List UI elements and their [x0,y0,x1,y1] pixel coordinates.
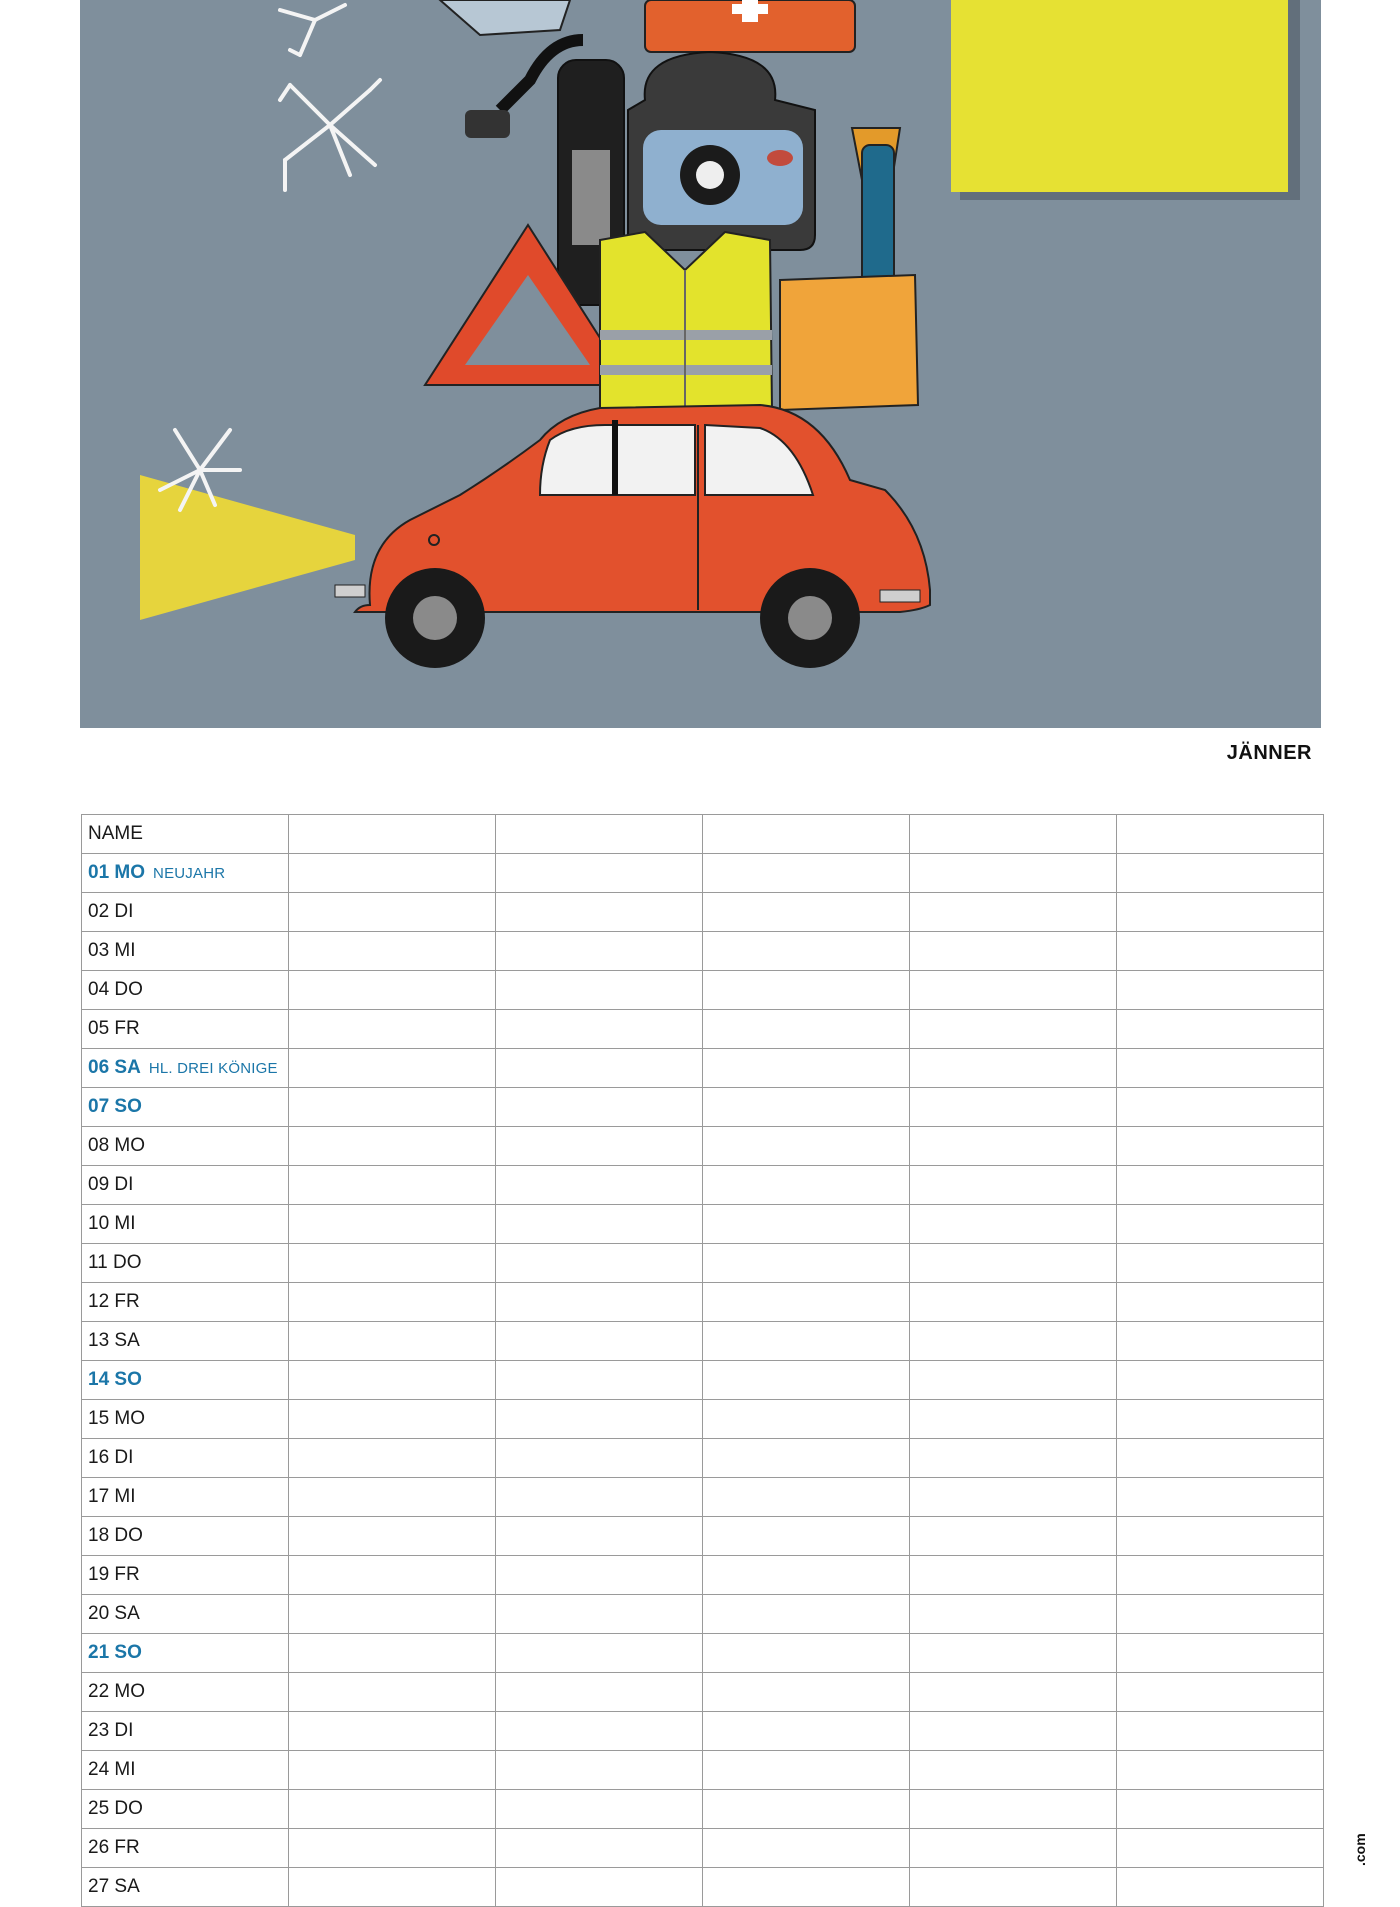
entry-cell[interactable] [703,1283,910,1322]
table-row [82,1049,1324,1088]
day-label: 03 MI [88,940,136,961]
day-label: 19 FR [88,1564,140,1585]
entry-cell[interactable] [703,1244,910,1283]
entry-cell[interactable] [910,1517,1117,1556]
entry-cell[interactable] [289,1595,496,1634]
entry-cell[interactable] [703,815,910,854]
blanket [440,0,570,35]
entry-cell[interactable] [289,1439,496,1478]
day-label: NAME [88,823,143,844]
day-label-cell [82,1556,289,1595]
entry-cell[interactable] [703,971,910,1010]
day-label: 15 MO [88,1408,146,1429]
entry-cell[interactable] [289,815,496,854]
entry-cell[interactable] [496,1127,703,1166]
entry-cell[interactable] [1117,1205,1324,1244]
entry-cell[interactable] [1117,1400,1324,1439]
entry-cell[interactable] [703,1205,910,1244]
entry-cell[interactable] [703,1634,910,1673]
day-label-cell [82,1712,289,1751]
entry-cell[interactable] [910,1244,1117,1283]
entry-cell[interactable] [496,854,703,893]
entry-cell[interactable] [910,971,1117,1010]
day-label-cell [82,1634,289,1673]
entry-cell[interactable] [1117,893,1324,932]
table-row [82,1868,1324,1907]
entry-cell[interactable] [1117,1751,1324,1790]
entry-cell[interactable] [496,1673,703,1712]
entry-cell[interactable] [703,1322,910,1361]
day-label-cell [82,1088,289,1127]
entry-cell[interactable] [703,1010,910,1049]
day-label-cell [82,1244,289,1283]
headlight-beam [140,475,355,620]
day-label-cell [82,1517,289,1556]
table-row [82,971,1324,1010]
entry-cell[interactable] [289,1712,496,1751]
table-row [82,932,1324,971]
day-label: 21 SO [88,1642,142,1663]
entry-cell[interactable] [910,854,1117,893]
entry-cell[interactable] [910,1595,1117,1634]
table-row [82,1790,1324,1829]
day-label: 04 DO [88,979,143,1000]
day-label: 18 DO [88,1525,143,1546]
table-row [82,1205,1324,1244]
entry-cell[interactable] [496,1400,703,1439]
entry-cell[interactable] [1117,1166,1324,1205]
day-label: 22 MO [88,1681,146,1702]
table-row [82,1283,1324,1322]
entry-cell[interactable] [910,1010,1117,1049]
entry-cell[interactable] [289,932,496,971]
entry-cell[interactable] [910,1556,1117,1595]
entry-cell[interactable] [496,971,703,1010]
entry-cell[interactable] [496,893,703,932]
day-label-cell [82,1790,289,1829]
entry-cell[interactable] [496,1790,703,1829]
entry-cell[interactable] [1117,1790,1324,1829]
day-label-cell [82,1127,289,1166]
day-label: 27 SA [88,1876,140,1897]
entry-cell[interactable] [289,1751,496,1790]
entry-cell[interactable] [910,1322,1117,1361]
entry-cell[interactable] [1117,854,1324,893]
entry-cell[interactable] [496,1049,703,1088]
entry-cell[interactable] [910,1478,1117,1517]
day-label: 20 SA [88,1603,140,1624]
entry-cell[interactable] [496,932,703,971]
entry-cell[interactable] [1117,1088,1324,1127]
entry-cell[interactable] [289,1868,496,1907]
entry-cell[interactable] [1117,1556,1324,1595]
entry-cell[interactable] [1117,1010,1324,1049]
day-label-cell [82,971,289,1010]
day-label-cell [82,1868,289,1907]
entry-cell[interactable] [289,1322,496,1361]
day-label: 12 FR [88,1291,140,1312]
entry-cell[interactable] [1117,1049,1324,1088]
entry-cell[interactable] [496,1166,703,1205]
entry-cell[interactable] [289,854,496,893]
day-label-cell [82,1478,289,1517]
day-label: 10 MI [88,1213,136,1234]
day-label-cell [82,1751,289,1790]
entry-cell[interactable] [1117,1439,1324,1478]
entry-cell[interactable] [703,1712,910,1751]
entry-cell[interactable] [703,1595,910,1634]
entry-cell[interactable] [1117,1712,1324,1751]
entry-cell[interactable] [289,1478,496,1517]
entry-cell[interactable] [910,1283,1117,1322]
entry-cell[interactable] [496,1634,703,1673]
entry-cell[interactable] [703,1673,910,1712]
entry-cell[interactable] [1117,1283,1324,1322]
entry-cell[interactable] [289,1400,496,1439]
entry-cell[interactable] [910,1088,1117,1127]
day-label-cell [82,1205,289,1244]
entry-cell[interactable] [1117,815,1324,854]
table-row [82,1751,1324,1790]
table-row [82,1322,1324,1361]
entry-cell[interactable] [703,854,910,893]
entry-cell[interactable] [496,1244,703,1283]
entry-cell[interactable] [910,1439,1117,1478]
day-label-cell [82,1595,289,1634]
day-label-cell [82,1166,289,1205]
entry-cell[interactable] [910,1205,1117,1244]
day-label-cell [82,854,289,893]
entry-cell[interactable] [910,1829,1117,1868]
entry-cell[interactable] [703,893,910,932]
entry-cell[interactable] [910,1127,1117,1166]
entry-cell[interactable] [703,1829,910,1868]
entry-cell[interactable] [496,1205,703,1244]
entry-cell[interactable] [1117,1322,1324,1361]
day-label: 05 FR [88,1018,140,1039]
entry-cell[interactable] [910,1049,1117,1088]
table-row [82,1634,1324,1673]
entry-cell[interactable] [289,1829,496,1868]
table-row [82,1244,1324,1283]
winter-car-illustration [80,0,1321,728]
entry-cell[interactable] [703,1517,910,1556]
table-row [82,854,1324,893]
entry-cell[interactable] [910,815,1117,854]
entry-cell[interactable] [496,1868,703,1907]
holiday-note: HL. DREI KÖNIGE [148,1060,278,1077]
entry-cell[interactable] [496,815,703,854]
day-label-cell [82,1673,289,1712]
day-label-cell [82,1400,289,1439]
day-label: 14 SO [88,1369,142,1390]
table-row [82,1439,1324,1478]
day-label: 01 MO [88,862,146,883]
entry-cell[interactable] [496,1595,703,1634]
entry-cell[interactable] [910,893,1117,932]
day-label: 26 FR [88,1837,140,1858]
table-row [82,1088,1324,1127]
entry-cell[interactable] [289,1556,496,1595]
month-title: JÄNNER [1226,742,1312,764]
entry-cell[interactable] [289,1049,496,1088]
day-label: 13 SA [88,1330,140,1351]
entry-cell[interactable] [910,1712,1117,1751]
extinguisher-handle [465,110,510,138]
entry-cell[interactable] [1117,1127,1324,1166]
entry-cell[interactable] [496,1283,703,1322]
day-label: 09 DI [88,1174,134,1195]
side-credit: .com [1352,1833,1368,1866]
day-label: 24 MI [88,1759,136,1780]
table-row [82,1127,1324,1166]
entry-cell[interactable] [703,932,910,971]
entry-cell[interactable] [289,1205,496,1244]
day-label: 17 MI [88,1486,136,1507]
entry-cell[interactable] [910,1751,1117,1790]
entry-cell[interactable] [496,1712,703,1751]
entry-cell[interactable] [289,1283,496,1322]
header-row [82,815,1324,854]
entry-cell[interactable] [910,1673,1117,1712]
family-planner-table [81,814,1324,1907]
entry-cell[interactable] [289,1010,496,1049]
entry-cell[interactable] [1117,1478,1324,1517]
entry-cell[interactable] [703,1049,910,1088]
table-row [82,1595,1324,1634]
entry-cell[interactable] [289,1166,496,1205]
entry-cell[interactable] [496,1751,703,1790]
day-label-cell [82,1361,289,1400]
table-row [82,1478,1324,1517]
entry-cell[interactable] [1117,1634,1324,1673]
table-row [82,1673,1324,1712]
entry-cell[interactable] [289,1673,496,1712]
entry-cell[interactable] [1117,971,1324,1010]
entry-cell[interactable] [1117,1673,1324,1712]
entry-cell[interactable] [289,1790,496,1829]
snowflake-icon [280,5,345,55]
entry-cell[interactable] [1117,1361,1324,1400]
table-row [82,1361,1324,1400]
day-label-cell [82,1322,289,1361]
entry-cell[interactable] [1117,932,1324,971]
table-row [82,1010,1324,1049]
entry-cell[interactable] [703,1751,910,1790]
entry-cell[interactable] [703,1439,910,1478]
day-label: 16 DI [88,1447,134,1468]
entry-cell[interactable] [703,1790,910,1829]
table-row [82,1556,1324,1595]
entry-cell[interactable] [1117,1595,1324,1634]
entry-cell[interactable] [910,1790,1117,1829]
day-label-cell [82,1049,289,1088]
entry-cell[interactable] [496,1361,703,1400]
day-label-cell [82,1829,289,1868]
entry-cell[interactable] [703,1166,910,1205]
entry-cell[interactable] [703,1478,910,1517]
entry-cell[interactable] [289,1361,496,1400]
entry-cell[interactable] [496,1322,703,1361]
table-row [82,893,1324,932]
entry-cell[interactable] [910,1868,1117,1907]
entry-cell[interactable] [496,1088,703,1127]
day-label-cell [82,815,289,854]
day-label: 02 DI [88,901,134,922]
day-label: 06 SA [88,1057,141,1078]
day-label: 07 SO [88,1096,142,1117]
entry-cell[interactable] [496,1556,703,1595]
entry-cell[interactable] [1117,1244,1324,1283]
entry-cell[interactable] [703,1556,910,1595]
entry-cell[interactable] [910,1361,1117,1400]
entry-cell[interactable] [496,1478,703,1517]
entry-cell[interactable] [703,1361,910,1400]
holiday-note: NEUJAHR [153,865,226,882]
snowflake-icon [280,80,380,190]
entry-cell[interactable] [289,893,496,932]
entry-cell[interactable] [289,1634,496,1673]
entry-cell[interactable] [910,1166,1117,1205]
table-row [82,1166,1324,1205]
table-row [82,1829,1324,1868]
yellow-note [951,0,1288,192]
blanket-bag [780,275,918,410]
day-label: 08 MO [88,1135,146,1156]
entry-cell[interactable] [1117,1517,1324,1556]
entry-cell[interactable] [910,1634,1117,1673]
day-label: 25 DO [88,1798,143,1819]
entry-cell[interactable] [910,1400,1117,1439]
entry-cell[interactable] [496,1439,703,1478]
day-label-cell [82,893,289,932]
day-label-cell [82,932,289,971]
day-label-cell [82,1010,289,1049]
entry-cell[interactable] [703,1088,910,1127]
day-label: 23 DI [88,1720,134,1741]
entry-cell[interactable] [496,1010,703,1049]
entry-cell[interactable] [289,1127,496,1166]
table-row [82,1400,1324,1439]
table-row [82,1517,1324,1556]
day-label-cell [82,1439,289,1478]
entry-cell[interactable] [496,1829,703,1868]
entry-cell[interactable] [1117,1829,1324,1868]
red-car-icon [335,405,930,668]
day-label-cell [82,1283,289,1322]
day-label: 11 DO [88,1252,142,1273]
entry-cell[interactable] [289,1517,496,1556]
table-row [82,1712,1324,1751]
entry-cell[interactable] [703,1127,910,1166]
entry-cell[interactable] [703,1400,910,1439]
entry-cell[interactable] [289,1244,496,1283]
entry-cell[interactable] [289,1088,496,1127]
entry-cell[interactable] [1117,1868,1324,1907]
entry-cell[interactable] [910,932,1117,971]
entry-cell[interactable] [496,1517,703,1556]
entry-cell[interactable] [703,1868,910,1907]
entry-cell[interactable] [289,971,496,1010]
